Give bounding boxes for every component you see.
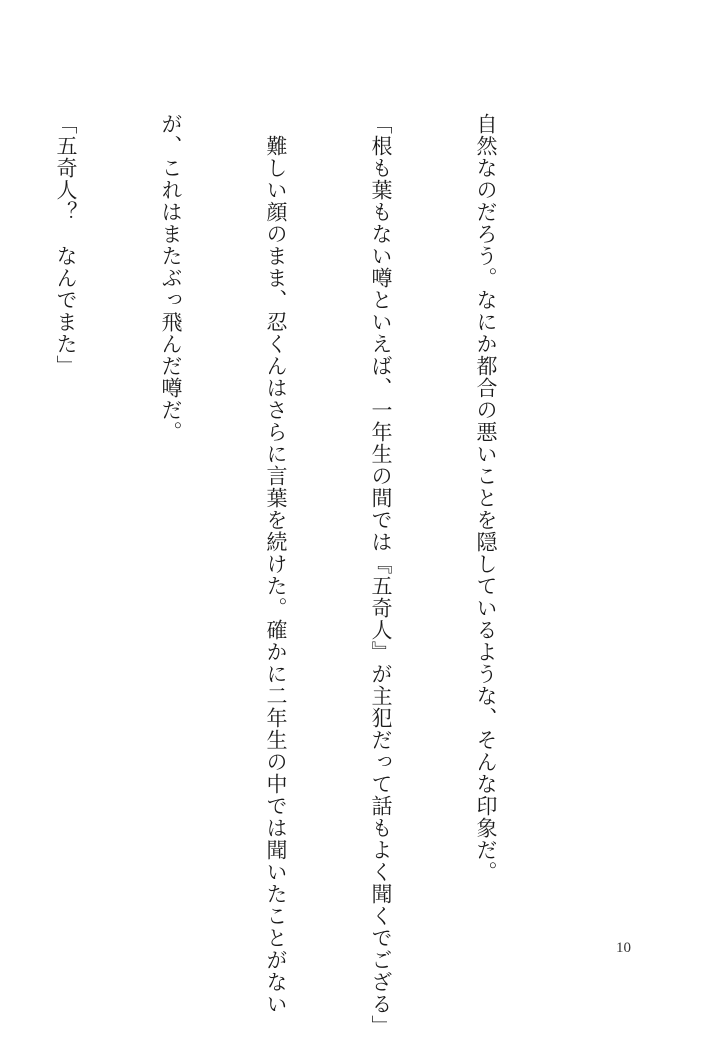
text-line: が、これはまたぶっ飛んだ噂だ。 [159, 113, 183, 443]
text-line: 自然なのだろう。なにか都合の悪いことを隠しているような、そんな印象だ。 [474, 113, 498, 883]
text-line: 難しい顔のまま、忍くんはさらに言葉を続けた。確かに二年生の中では聞いたことがない [264, 113, 288, 1015]
page-number: 10 [616, 940, 631, 956]
text-line: 「根も葉もない噂といえば、一年生の間では『五奇人』が主犯だって話もよく聞くでござる」 [369, 113, 393, 1037]
body-text [54, 113, 573, 1037]
text-line: 「五奇人？ なんでまた」 [54, 113, 78, 377]
